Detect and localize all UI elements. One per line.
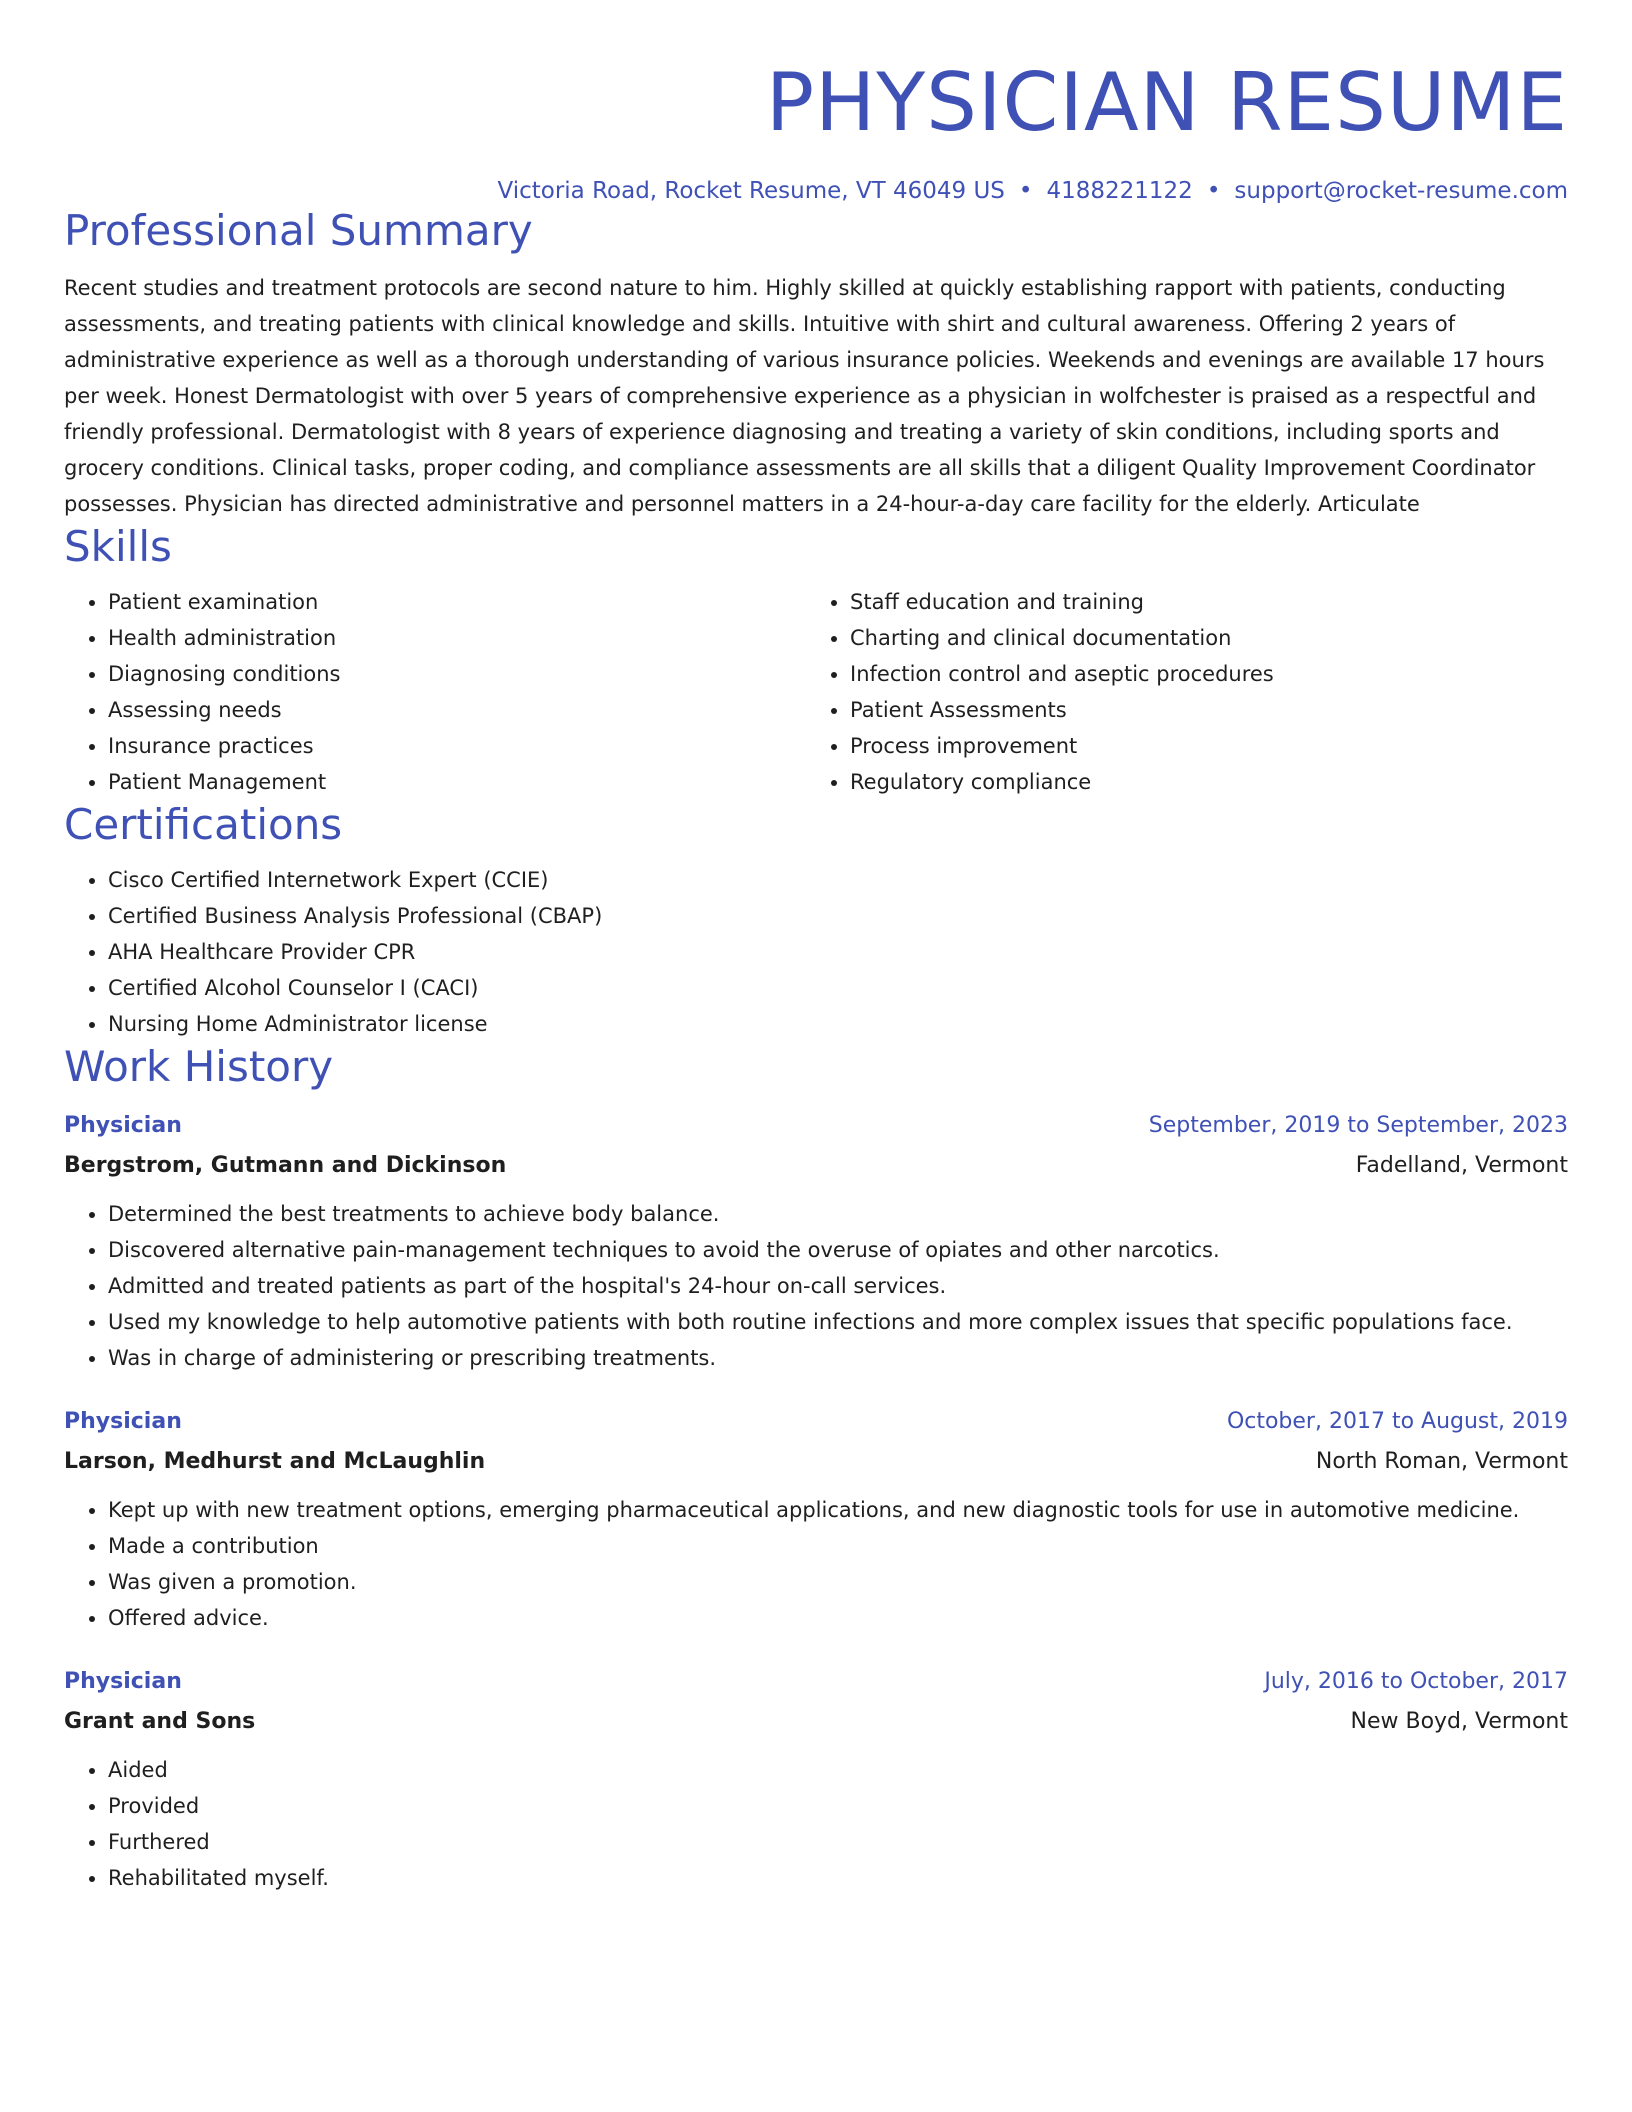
resume-name: PHYSICIAN RESUME xyxy=(765,56,1568,149)
contact-address: Victoria Road, Rocket Resume, VT 46049 US xyxy=(497,178,1005,204)
skill-item: • Assessing needs xyxy=(108,692,806,728)
certification-item: • Nursing Home Administrator license xyxy=(108,1006,1568,1042)
job-location: New Boyd, Vermont xyxy=(1350,1709,1568,1734)
certification-item: • Cisco Certified Internetwork Expert (CCIE) xyxy=(108,862,1568,898)
contact-separator: • xyxy=(1018,178,1033,204)
job-dates: October, 2017 to August, 2019 xyxy=(1226,1409,1568,1434)
job-dates: July, 2016 to October, 2017 xyxy=(1264,1669,1568,1694)
job-header-row xyxy=(64,1664,1568,1700)
skill-item: • Patient Assessments xyxy=(850,692,1548,728)
skills-heading: Skills xyxy=(64,522,172,571)
certifications-list xyxy=(64,862,1568,1042)
job-title: Physician xyxy=(64,1113,182,1138)
job-duty: • Determined the best treatments to achieve body balance. xyxy=(108,1196,1568,1232)
contact-email: support@rocket-resume.com xyxy=(1234,178,1568,204)
skills-column-right xyxy=(806,584,1548,800)
job-location: North Roman, Vermont xyxy=(1315,1449,1568,1474)
skill-item: • Process improvement xyxy=(850,728,1548,764)
skill-item: • Diagnosing conditions xyxy=(108,656,806,692)
certification-item: • Certified Business Analysis Professional (CBAP) xyxy=(108,898,1568,934)
job-header-row xyxy=(64,1108,1568,1144)
job-duty: • Was in charge of administering or prescribing treatments. xyxy=(108,1340,1568,1376)
job-duty: • Discovered alternative pain-management techniques to avoid the overuse of opiates and other narcotics. xyxy=(108,1232,1568,1268)
skill-item: • Staff education and training xyxy=(850,584,1548,620)
job-duty: • Furthered xyxy=(108,1824,1568,1860)
job-employer: Grant and Sons xyxy=(64,1709,256,1734)
job-duty: • Kept up with new treatment options, emerging pharmaceutical applications, and new diagnostic tools for use in automotive medicine. xyxy=(108,1492,1568,1528)
skill-item: • Health administration xyxy=(108,620,806,656)
job-duties-list xyxy=(64,1752,1568,1896)
job-title: Physician xyxy=(64,1669,182,1694)
job-entry xyxy=(64,1664,1568,1896)
job-entry xyxy=(64,1404,1568,1636)
skills-column-left xyxy=(64,584,806,800)
skill-item: • Charting and clinical documentation xyxy=(850,620,1548,656)
certification-item: • Certified Alcohol Counselor I (CACI) xyxy=(108,970,1568,1006)
job-employer-row xyxy=(64,1700,1568,1740)
contact-line xyxy=(64,176,1568,206)
job-duty: • Offered advice. xyxy=(108,1600,1568,1636)
job-title: Physician xyxy=(64,1409,182,1434)
job-duty: • Aided xyxy=(108,1752,1568,1788)
skill-item: • Infection control and aseptic procedures xyxy=(850,656,1548,692)
skill-item: • Patient examination xyxy=(108,584,806,620)
skills-list xyxy=(64,584,1568,800)
job-entry xyxy=(64,1108,1568,1376)
summary-text: Recent studies and treatment protocols are second nature to him. Highly skilled at quickly establishing rapport with patients, conducting assessments, and treating patients with clinical knowledge and skills. Intuitive with shirt and cultural awareness. Offering 2 years of administrative experience as well as a thorough understanding of various insurance policies. Weekends and evenings are available 17 hours per week. Honest Dermatologist with over 5 years of comprehensive experience as a physician in wolfchester is praised as a respectful and friendly professional. Dermatologist with 8 years of experience diagnosing and treating a variety of skin conditions, including sports and grocery conditions. Clinical tasks, proper coding, and compliance assessments are all skills that a diligent Quality Improvement Coordinator possesses. Physician has directed administrative and personnel matters in a 24-hour-a-day care facility for the elderly. Articulate xyxy=(64,276,1545,516)
skill-item: • Regulatory compliance xyxy=(850,764,1548,800)
skill-item: • Patient Management xyxy=(108,764,806,800)
skill-item: • Insurance practices xyxy=(108,728,806,764)
job-employer-row xyxy=(64,1144,1568,1184)
job-duties-list xyxy=(64,1492,1568,1636)
resume-page xyxy=(64,0,1568,1896)
job-duty: • Admitted and treated patients as part of the hospital's 24-hour on-call services. xyxy=(108,1268,1568,1304)
job-employer: Bergstrom, Gutmann and Dickinson xyxy=(64,1153,507,1178)
job-duties-list xyxy=(64,1196,1568,1376)
job-location: Fadelland, Vermont xyxy=(1355,1153,1568,1178)
certifications-heading: Certifications xyxy=(64,800,343,849)
job-employer-row xyxy=(64,1440,1568,1480)
job-header-row xyxy=(64,1404,1568,1440)
job-duty: • Was given a promotion. xyxy=(108,1564,1568,1600)
certification-item: • AHA Healthcare Provider CPR xyxy=(108,934,1568,970)
job-employer: Larson, Medhurst and McLaughlin xyxy=(64,1449,486,1474)
summary-heading: Professional Summary xyxy=(64,206,533,255)
job-duty: • Used my knowledge to help automotive patients with both routine infections and more complex issues that specific populations face. xyxy=(108,1304,1568,1340)
job-duty: • Provided xyxy=(108,1788,1568,1824)
job-dates: September, 2019 to September, 2023 xyxy=(1148,1113,1568,1138)
contact-phone: 4188221122 xyxy=(1046,178,1193,204)
work-history-heading: Work History xyxy=(64,1042,334,1091)
contact-separator: • xyxy=(1206,178,1221,204)
job-duty: • Made a contribution xyxy=(108,1528,1568,1564)
job-duty: • Rehabilitated myself. xyxy=(108,1860,1568,1896)
